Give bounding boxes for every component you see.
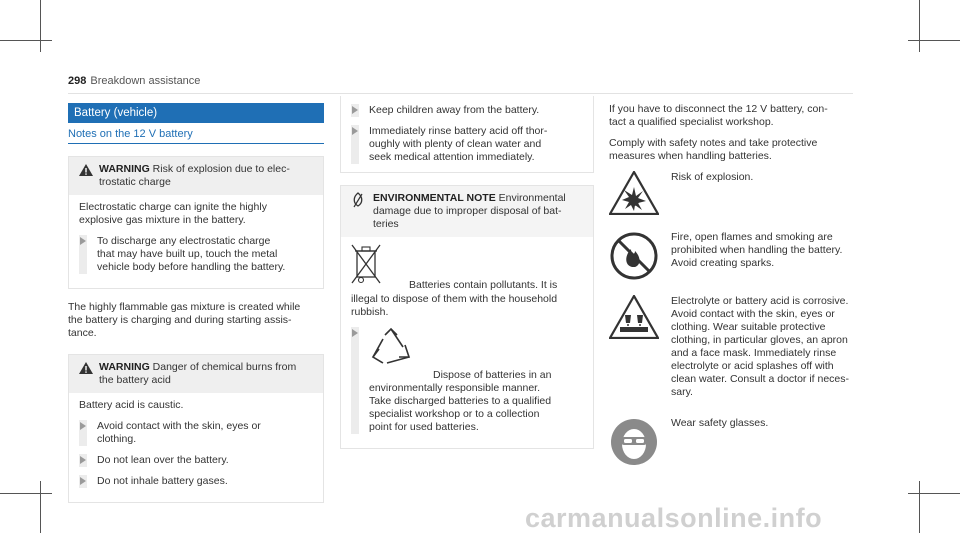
- intro-paragraph-2: [609, 137, 879, 163]
- section-title: Battery (vehicle): [68, 103, 324, 123]
- text-line: rubbish.: [351, 306, 389, 318]
- no-fire-icon: [609, 231, 659, 281]
- text-line: Electrolyte or battery acid is corrosive.: [671, 295, 849, 307]
- crop-mark: [908, 40, 960, 41]
- warning-body: Battery acid is caustic.: [79, 399, 184, 411]
- text-line: clothing. Wear suitable protective: [671, 321, 826, 333]
- step-arrow-icon: [80, 422, 86, 430]
- text-line: Immediately rinse battery acid off thor-: [369, 125, 548, 137]
- warning-title-line2: the battery acid: [99, 374, 171, 386]
- crop-mark: [0, 493, 52, 494]
- environment-leaf-icon: [351, 192, 365, 208]
- warning-box-acid: [68, 354, 324, 503]
- hazard-item: [609, 171, 879, 223]
- text-line: Keep children away from the battery.: [369, 104, 540, 116]
- environment-note-box: [340, 185, 594, 449]
- page-number: 298: [68, 75, 87, 87]
- text-line: tance.: [68, 327, 97, 339]
- text-line: measures when handling batteries.: [609, 150, 772, 162]
- paragraph-gas: [68, 301, 324, 340]
- warning-triangle-icon: [79, 362, 93, 374]
- warning-step: [79, 235, 313, 274]
- warning-triangle-icon: [79, 164, 93, 176]
- text-line: specialist workshop or to a collection: [369, 408, 540, 420]
- text-line: To discharge any electrostatic charge: [97, 235, 271, 247]
- text-line: explosive gas mixture in the battery.: [79, 214, 246, 226]
- explosion-icon: [609, 171, 659, 215]
- crop-mark: [908, 493, 960, 494]
- text-line: Avoid creating sparks.: [671, 257, 775, 269]
- text-line: the battery is charging and during starting assis-: [68, 314, 292, 326]
- environment-note-title-line3: teries: [373, 218, 399, 230]
- text-line: electrolyte or acid splashes off with: [671, 360, 834, 372]
- text-line: If you have to disconnect the 12 V battery, con-: [609, 103, 828, 115]
- text-line: Avoid contact with the skin, eyes or: [97, 420, 261, 432]
- text-line: Avoid contact with the skin, eyes or: [671, 308, 835, 320]
- text-line: environmentally responsible manner.: [369, 382, 541, 394]
- hazard-item: [609, 295, 879, 409]
- column-3: [609, 103, 879, 479]
- crop-mark: [40, 481, 41, 533]
- step-arrow-icon: [80, 456, 86, 464]
- text-line: seek medical attention immediately.: [369, 151, 535, 163]
- text-line: sary.: [671, 386, 693, 398]
- safety-glasses-icon: [609, 417, 659, 467]
- text-line: Comply with safety notes and take protective: [609, 137, 818, 149]
- text-line: tact a qualified specialist workshop.: [609, 116, 774, 128]
- warning-step: [79, 454, 313, 467]
- text-line: The highly flammable gas mixture is created while: [68, 301, 301, 313]
- text-line: Electrostatic charge can ignite the highly: [79, 201, 267, 213]
- warning-title-line1: Risk of explosion due to elec-: [152, 163, 290, 175]
- crop-mark: [919, 481, 920, 533]
- text-line: oughly with plenty of clean water and: [369, 138, 542, 150]
- warning-header: [69, 157, 323, 195]
- text-line: vehicle body before handling the battery.: [97, 261, 286, 273]
- recycling-icon: [369, 327, 413, 367]
- text-line: clothing.: [97, 433, 137, 445]
- hazard-item: [609, 231, 879, 287]
- crop-mark: [919, 0, 920, 52]
- corrosive-icon: [609, 295, 659, 339]
- column-1: [68, 103, 324, 503]
- column-2: [340, 96, 594, 449]
- environment-step: [351, 327, 583, 434]
- text-line: clothing, in particular gloves, an apron: [671, 334, 848, 346]
- text-line: Risk of explosion.: [671, 171, 754, 183]
- text-line: Dispose of batteries in an: [433, 369, 552, 381]
- text-line: and a face mask. Immediately rinse: [671, 347, 837, 359]
- warning-step: [351, 125, 583, 164]
- header-rule: [68, 93, 853, 94]
- environment-note-header: [341, 186, 593, 237]
- page-header: [68, 75, 200, 88]
- text-line: Do not lean over the battery.: [97, 454, 229, 466]
- text-line: Batteries contain pollutants. It is: [409, 279, 558, 291]
- warning-title-line1: Danger of chemical burns from: [152, 361, 297, 373]
- step-arrow-icon: [80, 477, 86, 485]
- text-line: Wear safety glasses.: [671, 417, 769, 429]
- step-arrow-icon: [352, 106, 358, 114]
- warning-body: [79, 201, 313, 227]
- text-line: clean water. Consult a doctor if neces-: [671, 373, 850, 385]
- crop-mark: [40, 0, 41, 52]
- environment-note-title-line2: damage due to improper disposal of bat-: [373, 205, 562, 217]
- text-line: Do not inhale battery gases.: [97, 475, 228, 487]
- environment-note-body: [351, 293, 583, 319]
- step-arrow-icon: [80, 237, 86, 245]
- hazard-item: [609, 417, 879, 471]
- warning-header: [69, 355, 323, 393]
- environment-note-title-line1: Environmental: [498, 192, 566, 204]
- warning-title-line2: trostatic charge: [99, 176, 171, 188]
- text-line: Take discharged batteries to a qualified: [369, 395, 552, 407]
- section-name: Breakdown assistance: [90, 75, 201, 87]
- crossed-bin-icon: [351, 243, 381, 287]
- step-arrow-icon: [352, 329, 358, 337]
- text-line: prohibited when handling the battery.: [671, 244, 843, 256]
- watermark: carmanualsonline.info: [525, 503, 823, 533]
- warning-step: [79, 475, 313, 488]
- text-line: point for used batteries.: [369, 421, 479, 433]
- text-line: illegal to dispose of them with the household: [351, 293, 558, 305]
- text-line: that may have built up, touch the metal: [97, 248, 278, 260]
- warning-step: [79, 420, 313, 446]
- environment-note-label: ENVIRONMENTAL NOTE: [373, 192, 496, 204]
- warning-step: [351, 104, 583, 117]
- continued-steps: [340, 96, 594, 173]
- warning-label: WARNING: [99, 163, 150, 175]
- subheading: Notes on the 12 V battery: [68, 128, 324, 144]
- step-arrow-icon: [352, 127, 358, 135]
- warning-box-explosion: [68, 156, 324, 289]
- text-line: Fire, open flames and smoking are: [671, 231, 833, 243]
- crossed-bin-row: [351, 243, 583, 293]
- warning-label: WARNING: [99, 361, 150, 373]
- intro-paragraph-1: [609, 103, 879, 129]
- crop-mark: [0, 40, 52, 41]
